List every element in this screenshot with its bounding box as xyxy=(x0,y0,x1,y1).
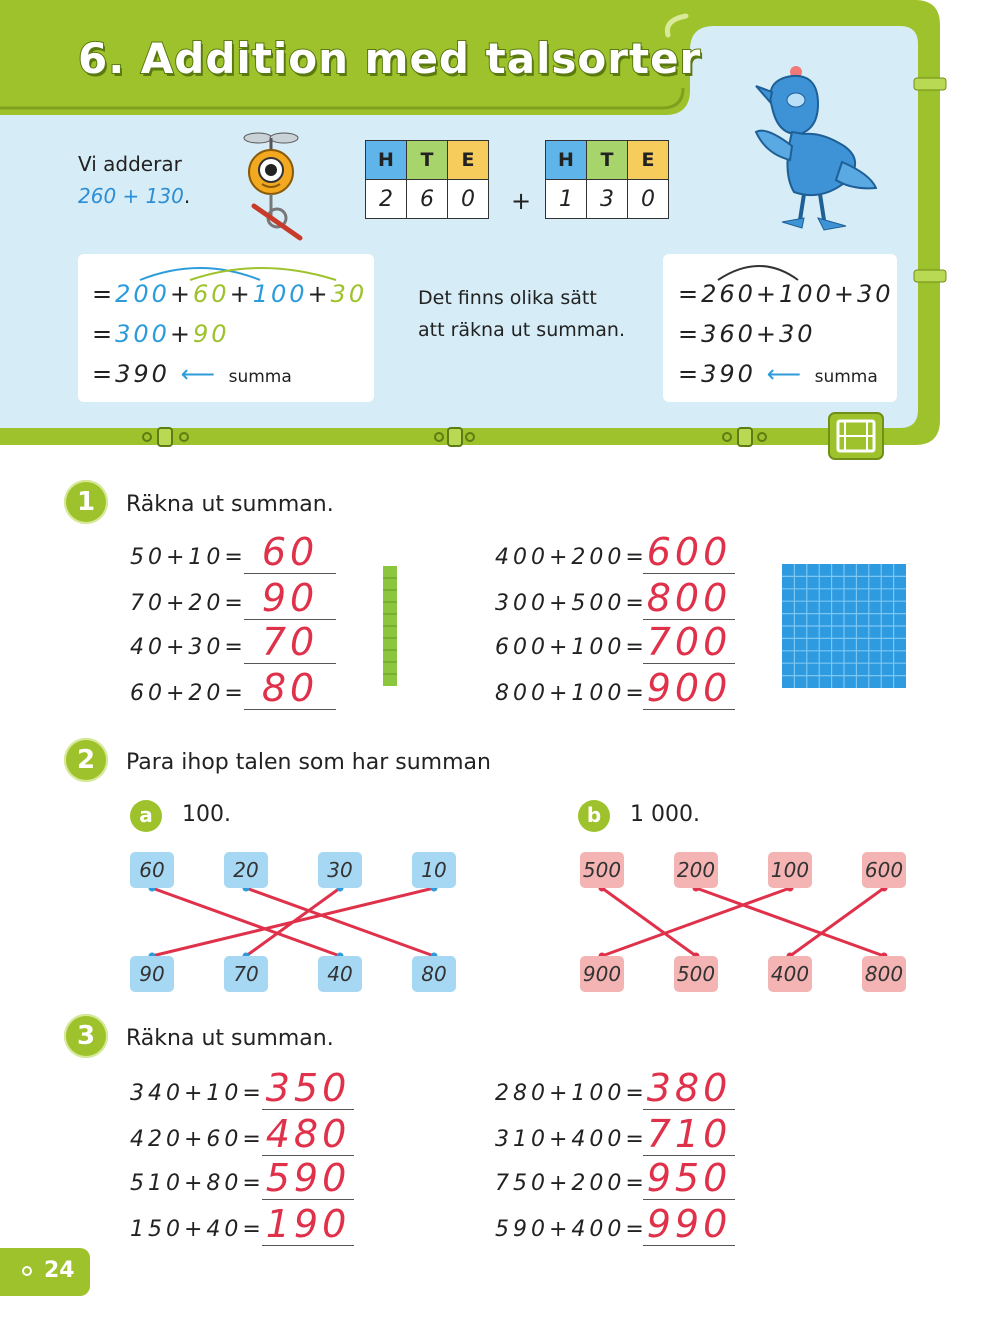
number-box-bottom[interactable]: 90 xyxy=(130,956,174,992)
hundreds-header: H xyxy=(366,141,407,180)
tens-value: 6 xyxy=(407,180,448,219)
answer-field[interactable]: 80 xyxy=(244,667,336,710)
intro-line: Vi adderar xyxy=(78,152,182,176)
summa-label: summa xyxy=(228,367,292,387)
match-line xyxy=(790,888,884,956)
tens-sum: 90 xyxy=(193,320,230,348)
hundreds-value: 1 xyxy=(546,180,587,219)
equation-question: 310+400= xyxy=(495,1127,648,1152)
exercise-3-instruction: Räkna ut summan. xyxy=(126,1026,334,1051)
answer-field[interactable]: 480 xyxy=(262,1113,354,1156)
answer-field[interactable]: 190 xyxy=(262,1203,354,1246)
plus-sign: + xyxy=(511,187,532,215)
equation-question: 60+20= xyxy=(130,681,247,706)
subtask-a-target: 100. xyxy=(182,802,231,827)
match-line xyxy=(152,888,434,956)
match-line xyxy=(696,888,884,956)
number-box-bottom[interactable]: 40 xyxy=(318,956,362,992)
match-line xyxy=(152,888,340,956)
equation-question: 40+30= xyxy=(130,635,247,660)
exercise-number-1: 1 xyxy=(64,480,108,524)
arrow-left-icon: ⟵ xyxy=(180,360,218,388)
match-line xyxy=(602,888,696,956)
equation-row xyxy=(130,1158,360,1202)
number-box-bottom[interactable]: 80 xyxy=(412,956,456,992)
method-right-line-1: =260+100+30 xyxy=(678,280,894,308)
exercise-2-instruction: Para ihop talen som har summan xyxy=(126,750,491,775)
hundreds-part: 100 xyxy=(252,280,308,308)
arrow-left-icon: ⟵ xyxy=(766,360,804,388)
equation-row xyxy=(130,1204,360,1248)
subtask-a-badge: a xyxy=(130,800,162,832)
answer-field[interactable]: 900 xyxy=(643,667,735,710)
equation-row xyxy=(495,1158,740,1202)
number-box-top[interactable]: 60 xyxy=(130,852,174,888)
number-box-bottom[interactable]: 70 xyxy=(224,956,268,992)
match-line xyxy=(602,888,790,956)
hundreds-value: 2 xyxy=(366,180,407,219)
equation-question: 150+40= xyxy=(130,1217,265,1242)
summa-label: summa xyxy=(814,367,878,387)
answer-field[interactable]: 380 xyxy=(643,1067,735,1110)
answer-field[interactable]: 600 xyxy=(643,531,735,574)
answer-field[interactable]: 950 xyxy=(643,1157,735,1200)
tens-part: 30 xyxy=(330,280,368,308)
equation-question: 300+500= xyxy=(495,591,648,616)
intro-period: . xyxy=(183,184,191,208)
number-box-top[interactable]: 200 xyxy=(674,852,718,888)
tens-part: 60 xyxy=(193,280,230,308)
hundreds-sum: 300 xyxy=(115,320,170,348)
answer-field[interactable]: 350 xyxy=(262,1067,354,1110)
plus: + xyxy=(307,280,331,308)
equation-question: 420+60= xyxy=(130,1127,265,1152)
plus: + xyxy=(229,280,253,308)
equation-question: 590+400= xyxy=(495,1217,648,1242)
plus: + xyxy=(169,320,194,348)
number-box-bottom[interactable]: 900 xyxy=(580,956,624,992)
answer-field[interactable]: 710 xyxy=(643,1113,735,1156)
equation-question: 70+20= xyxy=(130,591,247,616)
equals: = xyxy=(92,320,116,348)
equation-question: 800+100= xyxy=(495,681,648,706)
note-line-1: Det finns olika sätt xyxy=(418,287,597,309)
match-line xyxy=(246,888,434,956)
number-box-top[interactable]: 20 xyxy=(224,852,268,888)
equation-row xyxy=(495,1068,740,1112)
answer-field[interactable]: 90 xyxy=(244,577,336,620)
answer-field[interactable]: 70 xyxy=(244,621,336,664)
number-box-top[interactable]: 10 xyxy=(412,852,456,888)
note-line-2: att räkna ut summan. xyxy=(418,319,625,341)
hundreds-header: H xyxy=(546,141,587,180)
tens-value: 3 xyxy=(587,180,628,219)
method-right-line-2: =360+30 xyxy=(678,320,816,348)
plus: + xyxy=(169,280,194,308)
equation-question: 600+100= xyxy=(495,635,648,660)
number-box-top[interactable]: 100 xyxy=(768,852,812,888)
intro-expression: 260 + 130 xyxy=(78,184,184,208)
result: =390 xyxy=(92,360,170,388)
subtask-b-badge: b xyxy=(578,800,610,832)
equation-question: 280+100= xyxy=(495,1081,648,1106)
page-title: 6. Addition med talsorter xyxy=(78,34,702,83)
equation-row xyxy=(130,1068,360,1112)
answer-field[interactable]: 800 xyxy=(643,577,735,620)
answer-field[interactable]: 590 xyxy=(262,1157,354,1200)
hundreds-part: 200 xyxy=(115,280,170,308)
equation-row xyxy=(130,1114,360,1158)
ones-value: 0 xyxy=(448,180,489,219)
number-box-top[interactable]: 600 xyxy=(862,852,906,888)
equals: = xyxy=(92,280,116,308)
number-box-top[interactable]: 30 xyxy=(318,852,362,888)
number-box-bottom[interactable]: 800 xyxy=(862,956,906,992)
tens-header: T xyxy=(407,141,448,180)
equation-row xyxy=(495,1114,740,1158)
equation-question: 750+200= xyxy=(495,1171,648,1196)
ones-header: E xyxy=(628,141,669,180)
answer-field[interactable]: 60 xyxy=(244,531,336,574)
exercise-number-2: 2 xyxy=(64,738,108,782)
subtask-b-target: 1 000. xyxy=(630,802,700,827)
exercise-1-instruction: Räkna ut summan. xyxy=(126,492,334,517)
exercise-number-3: 3 xyxy=(64,1014,108,1058)
number-box-bottom[interactable]: 500 xyxy=(674,956,718,992)
page-marker-icon xyxy=(22,1266,32,1276)
tens-header: T xyxy=(587,141,628,180)
ones-header: E xyxy=(448,141,489,180)
number-box-top[interactable]: 500 xyxy=(580,852,624,888)
answer-field[interactable]: 990 xyxy=(643,1203,735,1246)
equation-row xyxy=(495,1204,740,1248)
ones-value: 0 xyxy=(628,180,669,219)
equation-question: 510+80= xyxy=(130,1171,265,1196)
equation-question: 400+200= xyxy=(495,545,648,570)
result: =390 xyxy=(678,360,756,388)
page-number: 24 xyxy=(44,1258,75,1283)
number-box-bottom[interactable]: 400 xyxy=(768,956,812,992)
answer-field[interactable]: 700 xyxy=(643,621,735,664)
equation-question: 50+10= xyxy=(130,545,247,570)
equation-question: 340+10= xyxy=(130,1081,265,1106)
